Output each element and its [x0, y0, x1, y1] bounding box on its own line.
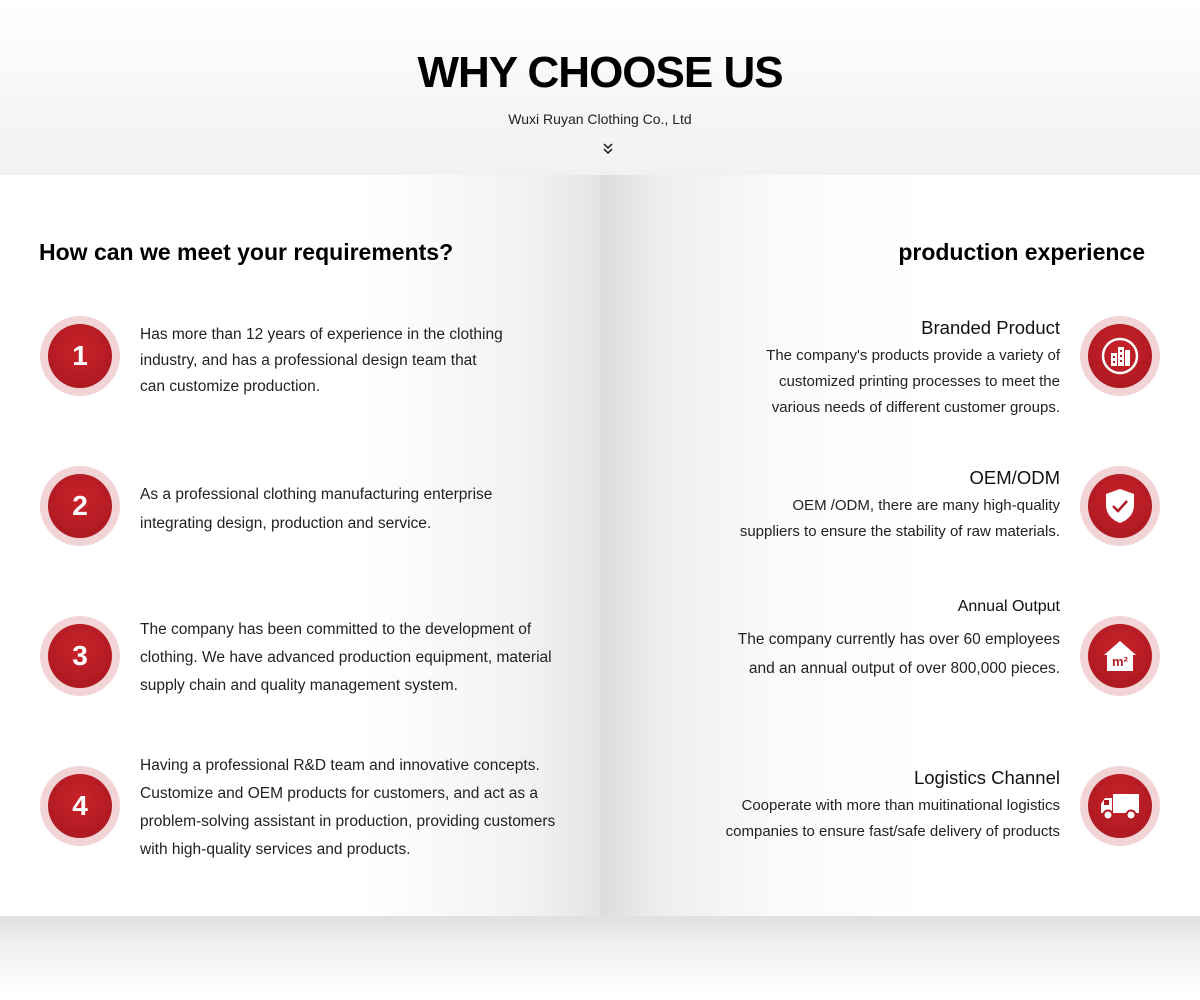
feature-line: various needs of different customer groups. [771, 399, 1060, 416]
book-spread [0, 175, 1200, 916]
page-subtitle: Wuxi Ruyan Clothing Co., Ltd [508, 111, 692, 127]
feature-line: and an annual output of over 800,000 pieces. [748, 660, 1060, 677]
number-badge-2: 2 [40, 466, 120, 546]
feature-line: suppliers to ensure the stability of raw materials. [739, 523, 1060, 540]
feature-line: Cooperate with more than muitinational logistics [741, 797, 1060, 814]
requirement-text-4 [140, 752, 580, 864]
double-chevron-down-icon[interactable] [592, 140, 624, 164]
requirement-line: problem-solving assistant in production, providing customers [140, 813, 556, 830]
requirement-line: industry, and has a professional design team that [140, 352, 477, 369]
feature-heading: OEM/ODM [969, 467, 1060, 488]
feature-oem-odm [580, 467, 1060, 545]
feature-description [580, 493, 1060, 545]
feature-line: The company's products provide a variety of [766, 347, 1060, 364]
feature-heading: Logistics Channel [913, 767, 1060, 788]
book-shadow [0, 916, 1200, 1000]
feature-annual-output [580, 598, 1060, 683]
right-section-title: production experience [898, 239, 1145, 265]
feature-description [580, 793, 1060, 845]
header [0, 0, 1200, 175]
right-page [600, 175, 1200, 916]
requirement-text-1 [140, 322, 580, 400]
feature-line: companies to ensure fast/safe delivery of products [725, 823, 1060, 840]
feature-heading: Annual Output [957, 598, 1060, 615]
truck-badge [1080, 766, 1160, 846]
left-section-title: How can we meet your requirements? [39, 239, 454, 265]
feature-heading: Branded Product [921, 317, 1060, 338]
shield-check-icon [1088, 474, 1152, 538]
feature-description [580, 625, 1060, 683]
requirement-line: supply chain and quality management system. [140, 677, 458, 694]
shield-badge [1080, 466, 1160, 546]
requirement-line: As a professional clothing manufacturing enterprise [140, 486, 493, 503]
house-area-badge [1080, 616, 1160, 696]
number-badge-3: 3 [40, 616, 120, 696]
feature-line: OEM /ODM, there are many high-quality [792, 497, 1060, 514]
number-badge-4: 4 [40, 766, 120, 846]
requirement-line: Customize and OEM products for customers, and act as a [140, 785, 539, 802]
requirement-line: The company has been committed to the development of [140, 621, 532, 638]
requirement-line: can customize production. [140, 378, 321, 395]
page-title: WHY CHOOSE US [417, 48, 783, 97]
buildings-icon [1088, 324, 1152, 388]
feature-line: The company currently has over 60 employees [737, 631, 1060, 648]
requirement-text-3 [140, 616, 580, 700]
requirement-line: Having a professional R&D team and innovative concepts. [140, 757, 540, 774]
number-badge-1: 1 [40, 316, 120, 396]
buildings-badge [1080, 316, 1160, 396]
feature-branded-product [580, 317, 1060, 421]
requirement-line: integrating design, production and service. [140, 515, 432, 532]
requirement-line: Has more than 12 years of experience in the clothing [140, 326, 503, 343]
feature-logistics-channel [580, 767, 1060, 845]
requirement-line: with high-quality services and products. [140, 841, 411, 858]
left-page [0, 175, 600, 916]
svg-text:m²: m² [1112, 654, 1128, 669]
feature-description [580, 343, 1060, 421]
requirement-line: clothing. We have advanced production equipment, material [140, 649, 552, 666]
feature-line: customized printing processes to meet the [779, 373, 1060, 390]
truck-icon [1088, 774, 1152, 838]
house-area-icon [1088, 624, 1152, 688]
requirement-text-2 [140, 480, 580, 538]
